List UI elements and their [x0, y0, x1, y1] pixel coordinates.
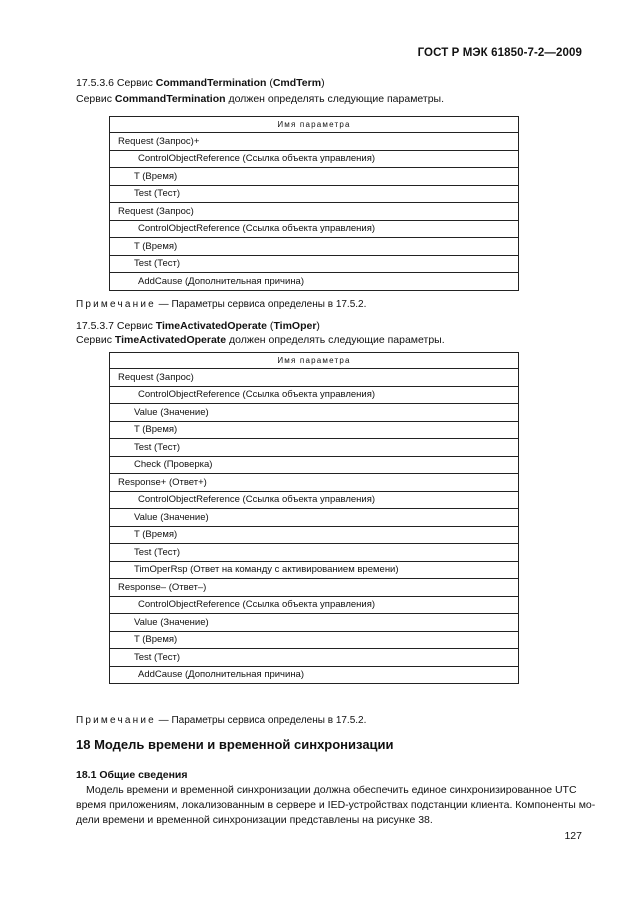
param-name: Test (Тест): [110, 255, 519, 273]
section-18-heading: 18 Модель времени и временной синхронизации: [76, 737, 394, 752]
section-18-1-heading: 18.1 Общие сведения: [76, 769, 188, 781]
param-row: [110, 185, 519, 203]
sec1-desc-bold: CommandTermination: [114, 93, 226, 105]
param-name: Response+ (Ответ+): [110, 474, 519, 492]
param-name: Test (Тест): [110, 649, 519, 667]
param-row: [110, 509, 519, 527]
sec2-param-table: [109, 352, 519, 684]
sec2-title-paren-open: (: [267, 320, 274, 332]
sec1-note-text: — Параметры сервиса определены в 17.5.2.: [155, 299, 367, 310]
param-name: T (Время): [110, 421, 519, 439]
sec1-title-paren-open: (: [266, 77, 273, 89]
param-row: [110, 439, 519, 457]
param-row: [110, 631, 519, 649]
para-line: время приложениям, локализованным в сервере и IED-устройствах подстанции клиента. Компоненты мо-: [76, 799, 596, 811]
para-line: дели времени и временной синхронизации представлены на рисунке 38.: [76, 814, 433, 826]
sec2-note-label: Примечание: [76, 715, 156, 726]
param-row: [110, 666, 519, 684]
param-row: [110, 220, 519, 238]
param-name: Test (Тест): [110, 185, 519, 203]
sec1-title: [76, 77, 325, 89]
param-name: Value (Значение): [110, 509, 519, 527]
param-row: [110, 614, 519, 632]
param-name: ControlObjectReference (Ссылка объекта управления): [110, 596, 519, 614]
param-row: [110, 544, 519, 562]
param-row: [110, 203, 519, 221]
sec2-title-prefix: 17.5.3.7 Сервис: [76, 320, 156, 332]
param-name: Request (Запрос): [110, 369, 519, 387]
param-name: Value (Значение): [110, 614, 519, 632]
sec1-title-abbr: CmdTerm: [272, 77, 322, 89]
sec1-note: [76, 299, 366, 310]
param-row: [110, 456, 519, 474]
sec2-note-text: — Параметры сервиса определены в 17.5.2.: [155, 715, 367, 726]
param-name: T (Время): [110, 631, 519, 649]
sec2-note: [76, 715, 366, 726]
sec1-table-header: Имя параметра: [110, 117, 519, 133]
sec1-desc-suffix: должен определять следующие параметры.: [225, 93, 445, 105]
sec2-desc-prefix: Сервис: [76, 334, 115, 346]
sec1-desc: [76, 93, 444, 105]
param-name: ControlObjectReference (Ссылка объекта управления): [110, 491, 519, 509]
param-row: [110, 526, 519, 544]
param-name: Response– (Ответ–): [110, 579, 519, 597]
standard-header: ГОСТ Р МЭК 61850-7-2—2009: [417, 47, 582, 59]
param-row: [110, 273, 519, 291]
section-18-1-paragraph: [76, 783, 596, 828]
param-name: AddCause (Дополнительная причина): [110, 273, 519, 291]
sec1-title-prefix: 17.5.3.6 Сервис: [76, 77, 156, 89]
param-row: [110, 579, 519, 597]
param-row: [110, 386, 519, 404]
param-name: Test (Тест): [110, 439, 519, 457]
param-name: AddCause (Дополнительная причина): [110, 666, 519, 684]
para-line: Модель времени и временной синхронизации должна обеспечить единое синхронизированное UTC: [86, 784, 577, 796]
param-name: ControlObjectReference (Ссылка объекта управления): [110, 150, 519, 168]
param-row: [110, 168, 519, 186]
param-row: [110, 238, 519, 256]
param-row: [110, 133, 519, 151]
param-row: [110, 561, 519, 579]
param-row: [110, 596, 519, 614]
param-row: [110, 491, 519, 509]
sec1-param-table: [109, 116, 519, 291]
param-name: Value (Значение): [110, 404, 519, 422]
sec2-title: [76, 320, 320, 332]
sec1-desc-prefix: Сервис: [76, 93, 115, 105]
param-name: ControlObjectReference (Ссылка объекта управления): [110, 386, 519, 404]
param-row: [110, 474, 519, 492]
param-name: Test (Тест): [110, 544, 519, 562]
sec1-title-bold: CommandTermination: [155, 77, 267, 89]
sec1-note-label: Примечание: [76, 299, 156, 310]
sec2-desc: [76, 334, 445, 346]
sec2-desc-suffix: должен определять следующие параметры.: [226, 334, 445, 346]
param-name: Check (Проверка): [110, 456, 519, 474]
param-name: Request (Запрос): [110, 203, 519, 221]
sec2-title-bold: TimeActivatedOperate: [155, 320, 268, 332]
param-name: T (Время): [110, 238, 519, 256]
param-name: ControlObjectReference (Ссылка объекта управления): [110, 220, 519, 238]
sec2-table-header: Имя параметра: [110, 353, 519, 369]
sec2-title-paren-close: ): [316, 320, 320, 332]
sec2-desc-bold: TimeActivatedOperate: [114, 334, 227, 346]
sec2-title-abbr: TimOper: [273, 320, 317, 332]
param-name: Request (Запрос)+: [110, 133, 519, 151]
page-number: 127: [564, 830, 582, 842]
param-row: [110, 404, 519, 422]
sec1-title-paren-close: ): [321, 77, 325, 89]
param-row: [110, 255, 519, 273]
param-name: T (Время): [110, 526, 519, 544]
param-name: TimOperRsp (Ответ на команду с активированием времени): [110, 561, 519, 579]
param-row: [110, 150, 519, 168]
param-row: [110, 421, 519, 439]
param-row: [110, 369, 519, 387]
param-row: [110, 649, 519, 667]
param-name: T (Время): [110, 168, 519, 186]
